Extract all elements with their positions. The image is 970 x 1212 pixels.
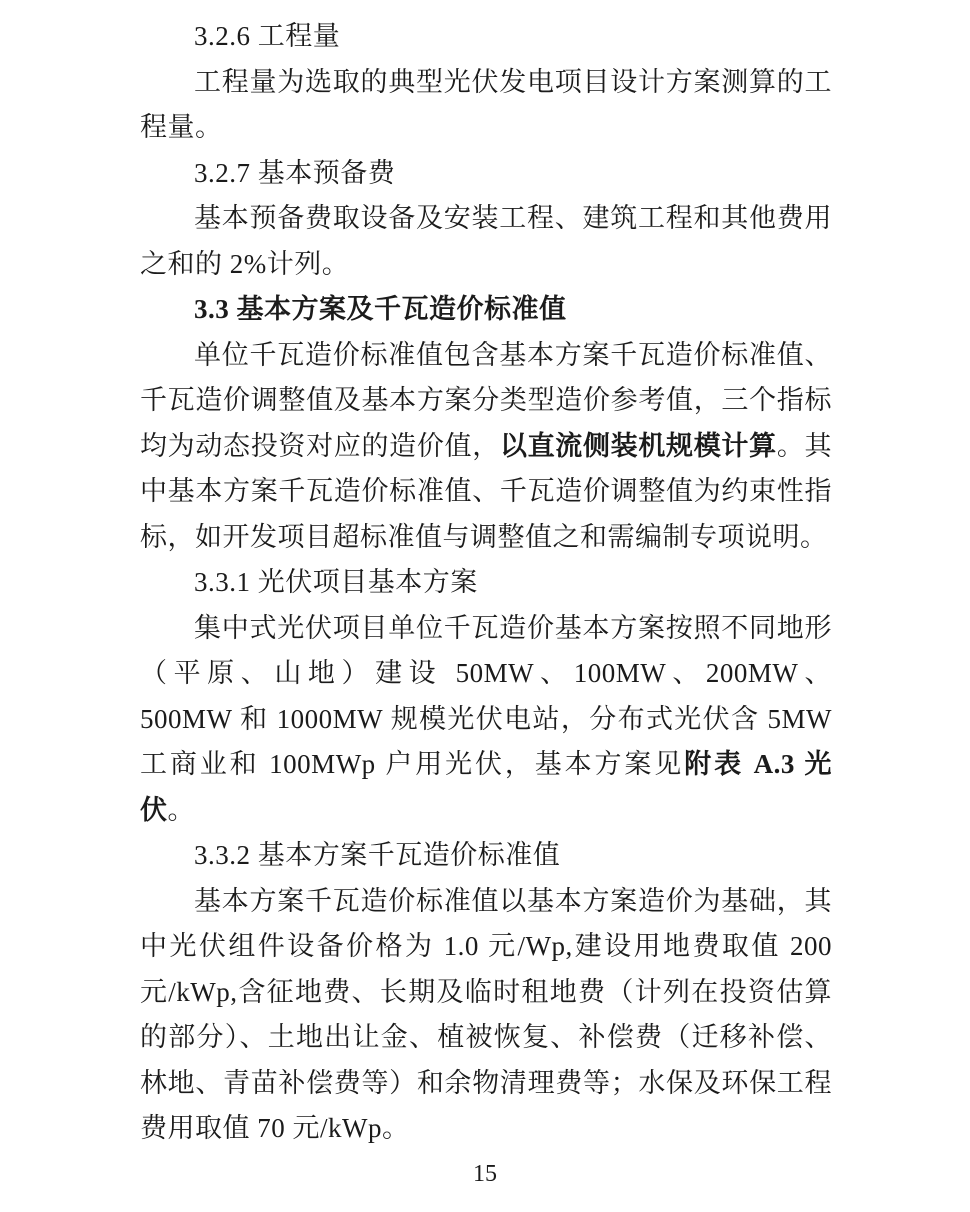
- heading-3-3: 3.3 基本方案及千瓦造价标准值: [194, 294, 567, 324]
- document-body: [140, 14, 832, 1152]
- heading-3-2-6: 3.2.6 工程量: [194, 21, 341, 51]
- paragraph-works-quantity: 工程量为选取的典型光伏发电项目设计方案测算的工程量。: [140, 66, 832, 142]
- heading-3-3-1: 3.3.1 光伏项目基本方案: [194, 567, 478, 597]
- paragraph-pv-basic-scheme-post: 。: [167, 794, 195, 825]
- paragraph-kw-cost-standard-pre: 单位千瓦造价标准值包含基本方案千瓦造价标准值、千瓦造价调整值及基本方案分类型造价参考值，三个指标均为动态投资对应的造价值，: [140, 339, 832, 461]
- heading-3-3-2: 3.3.2 基本方案千瓦造价标准值: [194, 840, 561, 870]
- paragraph-basic-reserve-fee: 基本预备费取设备及安装工程、建筑工程和其他费用之和的 2%计列。: [140, 203, 832, 279]
- paragraph-pv-basic-scheme: [140, 606, 832, 834]
- paragraph-pv-basic-scheme-bold: 附表 A.3 光伏: [140, 749, 833, 825]
- paragraph-kw-cost-standard: [140, 333, 832, 561]
- paragraph-pv-basic-scheme-pre: 集中式光伏项目单位千瓦造价基本方案按照不同地形（平原、山地）建设 50MW、100MW、200MW、500MW 和 1000MW 规模光伏电站，分布式光伏含 5MW 工商业和 100MWp 户用光伏，基本方案见: [140, 612, 832, 779]
- paragraph-kw-cost-standard-bold: 以直流侧装机规模计算: [499, 430, 777, 461]
- paragraph-kw-cost-basis: 基本方案千瓦造价标准值以基本方案造价为基础，其中光伏组件设备价格为 1.0 元/Wp,建设用地费取值 200 元/kWp,含征地费、长期及临时租地费（计列在投资估算的部分）、土地出让金、植被恢复、补偿费（迁移补偿、林地、青苗补偿费等）和余物清理费等；水保及环保工程费用取值 70 元/kWp。: [140, 885, 832, 1143]
- paragraph-kw-cost-standard-post: 。其中基本方案千瓦造价标准值、千瓦造价调整值为约束性指标，如开发项目超标准值与调整值之和需编制专项说明。: [140, 430, 832, 552]
- heading-3-2-7: 3.2.7 基本预备费: [194, 157, 396, 188]
- page-number: 15: [473, 1161, 497, 1187]
